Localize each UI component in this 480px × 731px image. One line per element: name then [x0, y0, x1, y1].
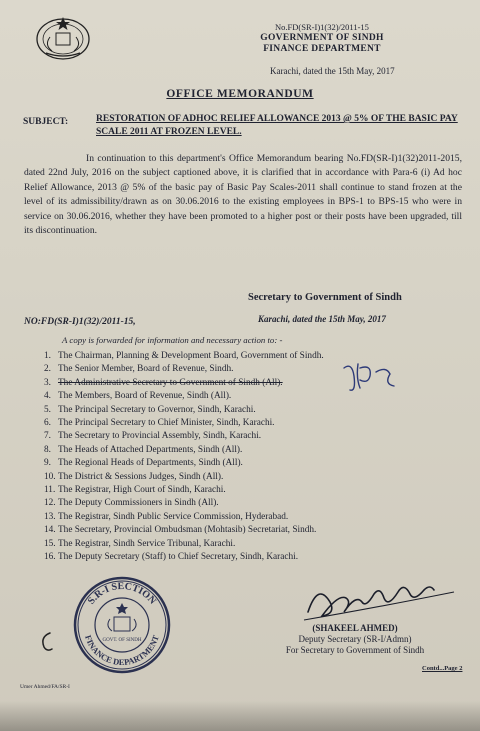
signer-for-line: For Secretary to Government of Sindh — [285, 645, 425, 655]
list-item-text: The Secretary, Provincial Ombudsman (Mohtasib) Secretariat, Sindh. — [58, 525, 317, 536]
list-item-number: 7. — [44, 431, 51, 442]
list-item — [44, 484, 444, 497]
endorsement-reference: NO:FD(SR-I)1(32)/2011-15, — [24, 317, 136, 327]
signature-icon — [298, 572, 458, 627]
endorsement-date: Karachi, dated the 15th May, 2017 — [258, 314, 386, 324]
list-item — [44, 430, 444, 443]
list-item-number: 9. — [44, 458, 51, 469]
list-item-number: 10. — [44, 471, 56, 482]
issue-date: Karachi, dated the 15th May, 2017 — [270, 66, 395, 76]
memo-title: OFFICE MEMORANDUM — [166, 88, 314, 100]
list-item-number: 11. — [44, 485, 56, 496]
copy-forward-note: A copy is forwarded for information and necessary action to: - — [62, 335, 283, 345]
list-item-text: The Registrar, High Court of Sindh, Karachi. — [58, 485, 226, 496]
continued-marker: Contd...Page 2 — [422, 665, 463, 672]
list-item-number: 8. — [44, 444, 51, 455]
list-item-number: 14. — [44, 525, 56, 536]
list-item-text: The Chairman, Planning & Development Board, Government of Sindh. — [58, 351, 324, 361]
list-item-text: The Principal Secretary to Chief Minister, Sindh, Karachi. — [58, 418, 275, 429]
seal-inner-text: GOVT. OF SINDH — [102, 638, 142, 643]
list-item-text: The Heads of Attached Departments, Sindh (All). — [58, 444, 243, 455]
list-item — [44, 538, 444, 551]
list-item-text: The Deputy Secretary (Staff) to Chief Secretary, Sindh, Karachi. — [58, 552, 299, 563]
list-item-number: 12. — [44, 498, 56, 509]
list-item — [44, 417, 444, 430]
list-item-number: 6. — [44, 418, 51, 429]
seal-top-text: S.R-I SECTION — [85, 580, 159, 607]
list-item — [44, 511, 444, 524]
signer-block — [255, 623, 455, 656]
list-item-number: 16. — [44, 552, 56, 563]
government-logo-icon — [34, 13, 92, 61]
memo-body: In continuation to this department's Office Memorandum bearing No.FD(SR-I)1(32)2011-2015, dated 22nd July, 2016 on the subject captioned above, it is clarified that in accordance with Para-6 (i) Ad hoc Relief Allowance, 2013 @ 5% of the basic pay of Basic Pay Scales-2011 shall continue to stand frozen at the level of its admissibility/drawn as on 30.06.2016 to the existing employees in BPS-1 to BPS-15 who were in service on 30.06.2016, whether they have been promoted to a higher post or their posts have been upgraded, till its discontinuation. — [24, 153, 462, 237]
subject-text: RESTORATION OF ADHOC RELIEF ALLOWANCE 2013 @ 5% OF THE BASIC PAY SCALE 2011 AT FROZEN LEVEL. — [96, 114, 458, 137]
list-item-number: 5. — [44, 404, 51, 415]
letterhead — [222, 22, 422, 55]
list-item — [44, 497, 444, 510]
subject-label: SUBJECT: — [23, 117, 69, 127]
list-item — [44, 404, 444, 417]
handwritten-mark-icon — [340, 358, 400, 394]
signer-name: (SHAKEEL AHMED) — [312, 623, 398, 633]
list-item-number: 13. — [44, 511, 56, 522]
list-item-number: 4. — [44, 391, 51, 402]
list-item — [44, 471, 444, 484]
reference-number: No.FD(SR-I)1(32)/2011-15 — [275, 22, 369, 32]
list-item — [44, 444, 444, 457]
list-item-number: 3. — [44, 377, 51, 388]
section-seal-icon — [72, 575, 172, 675]
list-item-number: 1. — [44, 351, 51, 361]
list-item — [44, 524, 444, 537]
list-item-number: 15. — [44, 538, 56, 549]
list-item-text: The Registrar, Sindh Service Tribunal, Karachi. — [58, 538, 236, 549]
list-item-text: The Principal Secretary to Governor, Sindh, Karachi. — [58, 404, 256, 415]
list-item — [44, 457, 444, 470]
list-item-text: The Registrar, Sindh Public Service Commission, Hyderabad. — [58, 511, 289, 522]
list-item-text: The Secretary to Provincial Assembly, Sindh, Karachi. — [58, 431, 262, 442]
signatory-title: Secretary to Government of Sindh — [248, 292, 402, 303]
file-reference: Umer Ahmed/FA/SR-I — [20, 684, 70, 690]
signer-designation: Deputy Secretary (SR-I/Admn) — [298, 634, 412, 644]
page-shadow — [0, 701, 480, 731]
list-item-text: The Administrative Secretary to Government of Sindh (All). — [58, 377, 283, 388]
list-item-text: The Regional Heads of Departments, Sindh (All). — [58, 458, 243, 469]
government-name: GOVERNMENT OF SINDH — [260, 33, 384, 43]
seal-bottom-text: FINANCE DEPARTMENT — [83, 633, 161, 668]
list-item — [44, 551, 444, 564]
list-item-text: The Members, Board of Revenue, Sindh (All). — [58, 391, 232, 402]
handwritten-hook-icon — [36, 630, 58, 654]
department-name: FINANCE DEPARTMENT — [263, 44, 381, 54]
list-item-text: The Deputy Commissioners in Sindh (All). — [58, 498, 219, 509]
list-item-text: The Senior Member, Board of Revenue, Sindh. — [58, 364, 234, 375]
list-item-number: 2. — [44, 364, 51, 375]
list-item-text: The District & Sessions Judges, Sindh (All). — [58, 471, 224, 482]
